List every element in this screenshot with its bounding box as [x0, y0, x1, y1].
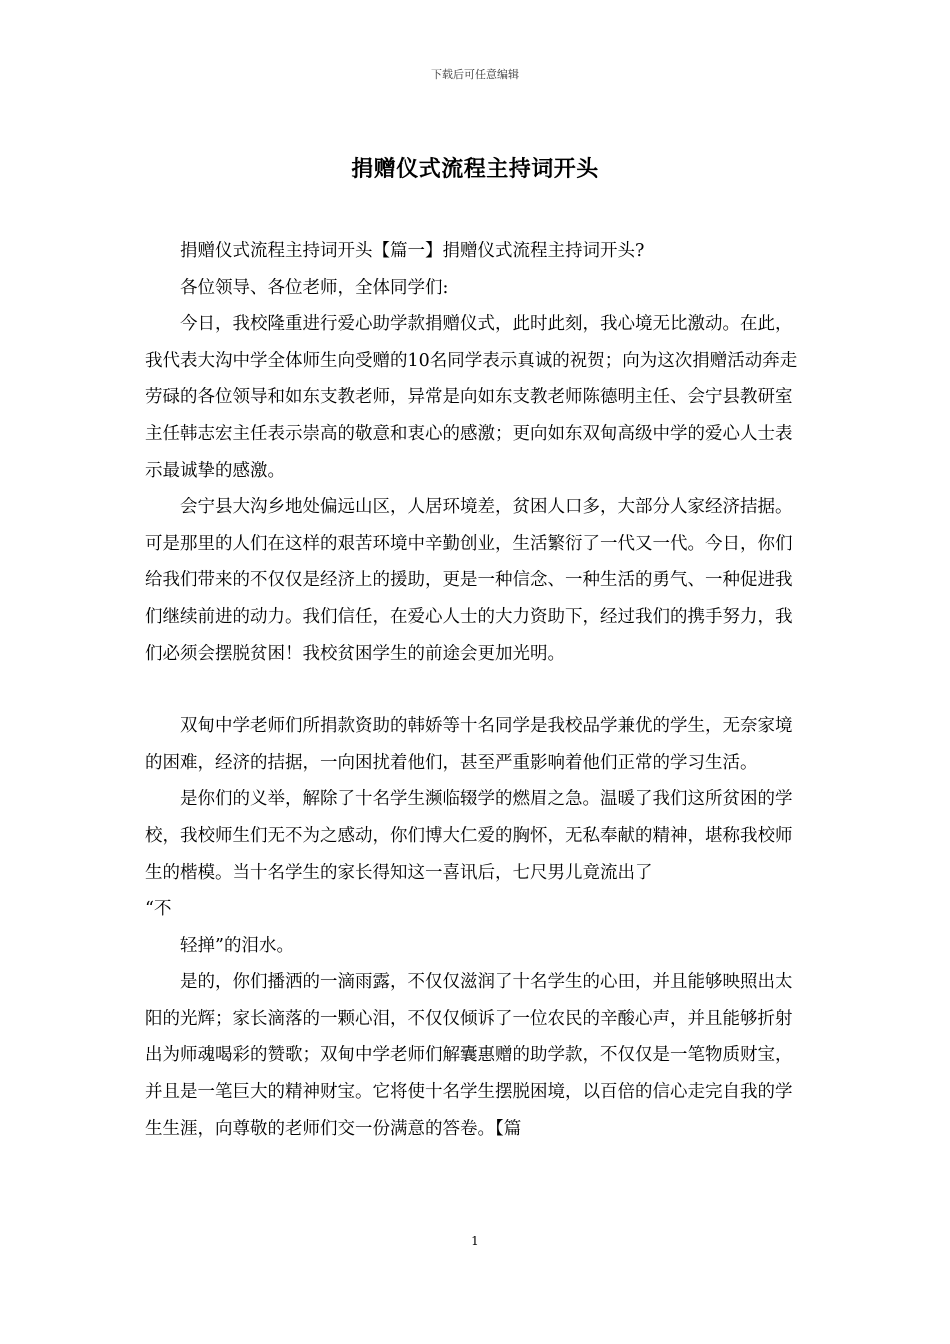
paragraph-quote-start: “不 — [145, 899, 172, 920]
paragraph-closing: 是的，你们播洒的一滴雨露，不仅仅滋润了十名学生的心田，并且能够映照出太阳的光辉；家长滴落的一颗心泪，不仅仅倾诉了一位农民的辛酸心声，并且能够折射出为师魂喝彩的赞歌；双甸中学老师们解囊惠赠的助学款，不仅仅是一笔物质财宝，并且是一笔巨大的精神财宝。它将使十名学生摆脱困境，以百倍的信心走完自我的学生生涯，向尊敬的老师们交一份满意的答卷。【篇 — [145, 972, 793, 1139]
header-note: 下载后可任意编辑 — [431, 68, 519, 81]
paragraph-region: 会宁县大沟乡地处偏远山区，人居环境差，贫困人口多，大部分人家经济拮据。可是那里的人们在这样的艰苦环境中辛勤创业，生活繁衍了一代又一代。今日，你们给我们带来的不仅仅是经济上的援助，更是一种信念、一种生活的勇气、一种促进我们继续前进的动力。我们信任，在爱心人士的大力资助下，经过我们的携手努力，我们必须会摆脱贫困！我校贫困学生的前途会更加光明。 — [145, 497, 793, 664]
paragraph-intro: 捐赠仪式流程主持词开头【篇一】捐赠仪式流程主持词开头? — [180, 241, 645, 261]
paragraph-quote-end: 轻掸”的泪水。 — [180, 935, 294, 956]
paragraph-thanks: 是你们的义举，解除了十名学生濒临辍学的燃眉之急。温暖了我们这所贫困的学校，我校师生们无不为之感动，你们博大仁爱的胸怀，无私奉献的精神，堪称我校师生的楷模。当十名学生的家长得知这一喜讯后，七尺男儿竟流出了 — [145, 789, 793, 883]
document-body — [145, 233, 807, 1147]
paragraph-greeting: 各位领导、各位老师，全体同学们: — [180, 277, 449, 298]
paragraph-opening: 今日，我校隆重进行爱心助学款捐赠仪式，此时此刻，我心境无比激动。在此，我代表大沟中学全体师生向受赠的10名同学表示真诚的祝贺；向为这次捐赠活动奔走劳碌的各位领导和如东支教老师，异常是向如东支教老师陈德明主任、会宁县教研室主任韩志宏主任表示崇高的敬意和衷心的感激；更向如东双甸高级中学的爱心人士表示最诚挚的感激。 — [145, 314, 798, 481]
document-title: 捐赠仪式流程主持词开头 — [351, 156, 599, 182]
page-number: 1 — [471, 1234, 479, 1248]
paragraph-students: 双甸中学老师们所捐款资助的韩娇等十名同学是我校品学兼优的学生，无奈家境的困难，经济的拮据，一向困扰着他们，甚至严重影响着他们正常的学习生活。 — [145, 716, 793, 773]
